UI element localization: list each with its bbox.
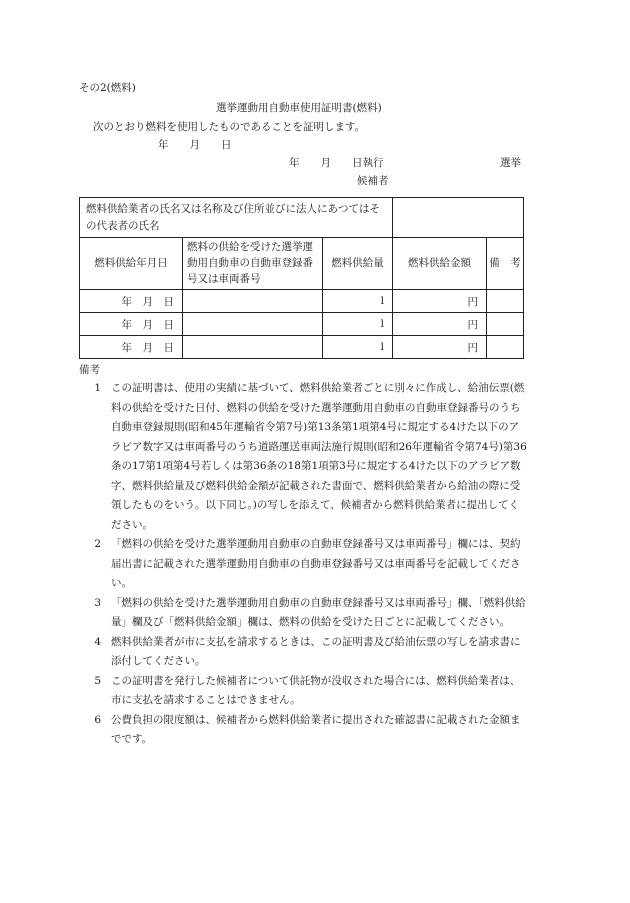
row-vehicle[interactable] bbox=[183, 290, 323, 313]
row-date[interactable]: 年 月 日 bbox=[80, 290, 183, 313]
table-header-row bbox=[80, 238, 524, 290]
row-note[interactable] bbox=[487, 313, 524, 336]
form-id: その2(燃料) bbox=[79, 82, 136, 94]
table-row bbox=[80, 313, 524, 336]
row-amount[interactable]: 円 bbox=[393, 313, 487, 336]
notes-section bbox=[79, 362, 529, 750]
note-item bbox=[79, 672, 529, 711]
note-item bbox=[79, 711, 529, 750]
row-qty[interactable]: l bbox=[323, 313, 393, 336]
page-title: 選挙運動用自動車使用証明書(燃料) bbox=[216, 102, 382, 114]
note-text: この証明書を発行した候補者について供託物が没収された場合には、燃料供給業者は、市に支払を請求することはできません。 bbox=[111, 674, 521, 706]
row-vehicle[interactable] bbox=[183, 313, 323, 336]
note-item bbox=[79, 379, 529, 535]
table-row bbox=[80, 290, 524, 313]
supplier-label: 燃料供給業者の氏名又は名称及び住所並びに法人にあつてはその代表者の氏名 bbox=[80, 198, 393, 238]
col-header-date: 燃料供給年月日 bbox=[80, 238, 183, 290]
note-item bbox=[79, 633, 529, 672]
election-date: 年 月 日執行 bbox=[289, 157, 384, 169]
note-text: 燃料供給業者が市に支払を請求するときは、この証明書及び給油伝票の写しを請求書に添付してください。 bbox=[111, 635, 521, 667]
row-note[interactable] bbox=[487, 290, 524, 313]
note-number: 3 bbox=[94, 596, 101, 609]
row-qty[interactable]: l bbox=[323, 290, 393, 313]
supplier-row bbox=[80, 198, 524, 238]
election-label: 選挙 bbox=[500, 157, 521, 169]
note-number: 6 bbox=[94, 713, 101, 726]
row-vehicle[interactable] bbox=[183, 336, 323, 359]
note-number: 4 bbox=[94, 635, 101, 648]
note-number: 1 bbox=[94, 382, 101, 394]
issue-date: 年 月 日 bbox=[158, 139, 232, 151]
row-qty[interactable]: l bbox=[323, 336, 393, 359]
note-text: 公費負担の限度額は、候補者から燃料供給業者に提出された確認書に記載された金額までです。 bbox=[111, 713, 521, 745]
note-text: 「燃料の供給を受けた選挙運動用自動車の自動車登録番号又は車両番号」欄には、契約届出書に記載された選挙運動用自動車の自動車登録番号又は車両番号を記載してください。 bbox=[111, 538, 521, 589]
row-amount[interactable]: 円 bbox=[393, 336, 487, 359]
col-header-vehicle: 燃料の供給を受けた選挙運動用自動車の自動車登録番号又は車両番号 bbox=[183, 238, 323, 290]
notes-title: 備考 bbox=[79, 364, 100, 376]
row-amount[interactable]: 円 bbox=[393, 290, 487, 313]
candidate-label: 候補者 bbox=[357, 175, 389, 187]
note-item bbox=[79, 594, 529, 633]
note-number: 2 bbox=[94, 538, 101, 550]
row-note[interactable] bbox=[487, 336, 524, 359]
supplier-value-cell[interactable] bbox=[393, 198, 524, 238]
note-text: 「燃料の供給を受けた選挙運動用自動車の自動車登録番号又は車両番号」欄、「燃料供給量」欄及び「燃料供給金額」欄は、燃料の供給を受けた日ごとに記載してください。 bbox=[111, 596, 526, 628]
table-row bbox=[80, 336, 524, 359]
col-header-qty: 燃料供給量 bbox=[323, 238, 393, 290]
row-date[interactable]: 年 月 日 bbox=[80, 336, 183, 359]
col-header-amount: 燃料供給金額 bbox=[393, 238, 487, 290]
row-date[interactable]: 年 月 日 bbox=[80, 313, 183, 336]
col-header-note: 備 考 bbox=[487, 238, 524, 290]
note-item bbox=[79, 535, 529, 594]
note-text: この証明書は、使用の実績に基づいて、燃料供給業者ごとに別々に作成し、給油伝票(燃料の供給を受けた日付、燃料の供給を受けた選挙運動用自動車の自動車登録番号のうち自動車登録規則(昭和45年運輸省令第7号)第13条第1項第4号に規定する4けた以下のアラビア数字又は車両番号のうち道路運送車両法施行規則(昭和26年運輸省令第74号)第36条の17第1項第4号若しくは第36条の18第1項第3号に規定する4けた以下のアラビア数字、燃料供給量及び燃料供給金額が記載された書面で、燃料供給業者から給油の際に受領したものをいう。以下同じ。)の写しを添えて、候補者から燃料供給業者に提出してください。 bbox=[111, 382, 527, 531]
note-number: 5 bbox=[94, 674, 101, 687]
fuel-usage-table bbox=[79, 197, 524, 359]
intro-text: 次のとおり燃料を使用したものであることを証明します。 bbox=[93, 121, 366, 133]
